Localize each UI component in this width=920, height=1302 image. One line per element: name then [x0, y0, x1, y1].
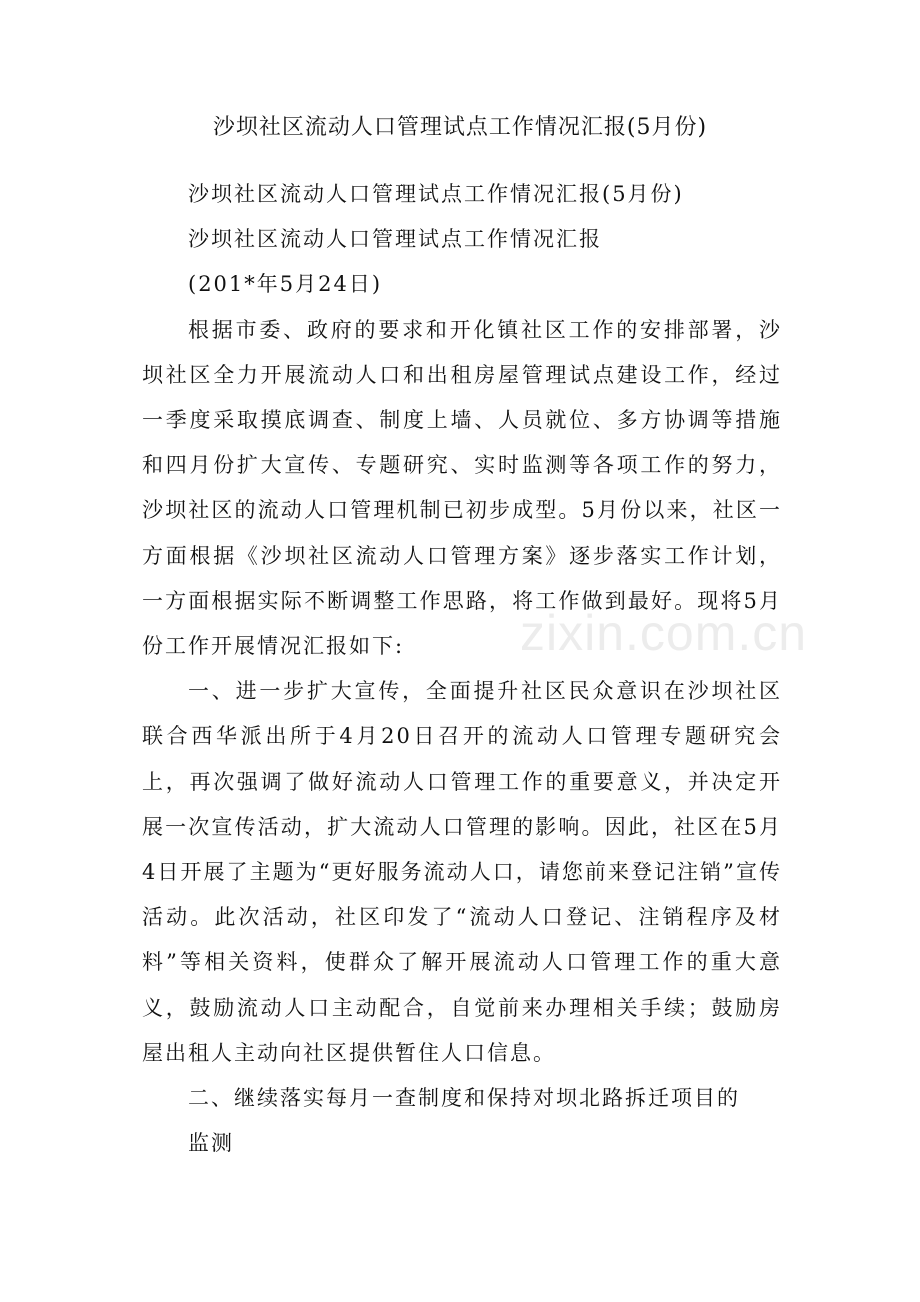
- section-1-paragraph: 一、进一步扩大宣传，全面提升社区民众意识在沙坝社区联合西华派出所于4月20日召开的流动人口管理专题研究会上，再次强调了做好流动人口管理工作的重要意义，并决定开展一次宣传活动，扩大流动人口管理的影响。因此，社区在5月4日开展了主题为“更好服务流动人口，请您前来登记注销”宣传活动。此次活动，社区印发了“流动人口登记、注销程序及材料”等相关资料，使群众了解开展流动人口管理工作的重大意义，鼓励流动人口主动配合，自觉前来办理相关手续；鼓励房屋出租人主动向社区提供暂住人口信息。: [142, 679, 782, 1065]
- intro-paragraph: 根据市委、政府的要求和开化镇社区工作的安排部署，沙坝社区全力开展流动人口和出租房屋管理试点建设工作，经过一季度采取摸底调查、制度上墙、人员就位、多方协调等措施和四月份扩大宣传、专题研究、实时监测等各项工作的努力，沙坝社区的流动人口管理机制已初步成型。5月份以来，社区一方面根据《沙坝社区流动人口管理方案》逐步落实工作计划，一方面根据实际不断调整工作思路，将工作做到最好。现将5月份工作开展情况汇报如下:: [142, 317, 782, 659]
- document-body: [142, 172, 782, 1166]
- subtitle-line-2: 沙坝社区流动人口管理试点工作情况汇报: [188, 227, 602, 252]
- document-title: 沙坝社区流动人口管理试点工作情况汇报(5月份): [212, 115, 708, 140]
- report-date: (201*年5月24日): [188, 272, 383, 297]
- section-2-continuation: 监测: [188, 1131, 234, 1156]
- section-2-heading: 二、继续落实每月一查制度和保持对坝北路拆迁项目的: [188, 1086, 740, 1111]
- subtitle-line-1: 沙坝社区流动人口管理试点工作情况汇报(5月份): [188, 182, 684, 206]
- watermark: zixin.com.cn: [520, 605, 808, 661]
